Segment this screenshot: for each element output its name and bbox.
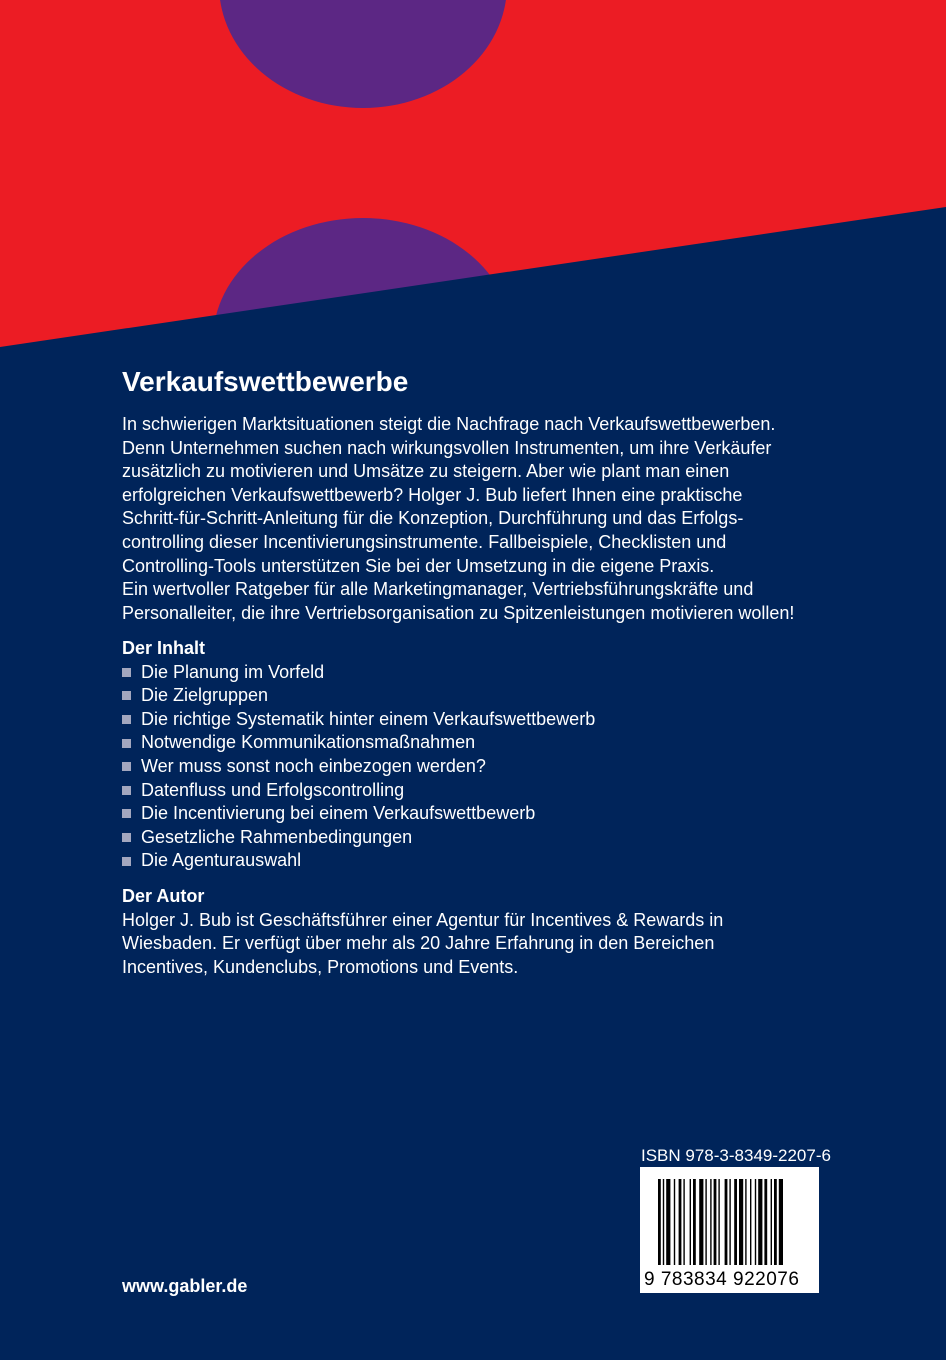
- list-item: [122, 849, 595, 873]
- bullet-square-icon: [122, 762, 131, 771]
- description-line: Denn Unternehmen suchen nach wirkungsvollen Instrumenten, um ihre Verkäufer: [122, 437, 772, 458]
- author-line: Holger J. Bub ist Geschäftsführer einer Agentur für Incentives & Rewards in: [122, 909, 724, 930]
- list-item: [122, 755, 595, 779]
- barcode-bar: [779, 1179, 783, 1265]
- author-line: Incentives, Kundenclubs, Promotions und Events.: [122, 956, 519, 977]
- barcode-bar: [771, 1179, 772, 1265]
- bullet-square-icon: [122, 809, 131, 818]
- barcode-bar: [683, 1179, 684, 1265]
- description-line: zusätzlich zu motivieren und Umsätze zu steigern. Aber wie plant man einen: [122, 461, 730, 482]
- barcode-bar: [679, 1179, 682, 1265]
- list-item-label: Die Incentivierung bei einem Verkaufswettbewerb: [141, 803, 536, 824]
- bullet-square-icon: [122, 786, 131, 795]
- barcode-bar: [745, 1179, 746, 1265]
- description-line: Controlling-Tools unterstützen Sie bei der Umsetzung in die eigene Praxis.: [122, 555, 715, 576]
- list-item-label: Notwendige Kommunikationsmaßnahmen: [141, 732, 476, 753]
- bullet-square-icon: [122, 668, 131, 677]
- bullet-square-icon: [122, 833, 131, 842]
- barcode-bar: [663, 1179, 664, 1265]
- list-item-label: Gesetzliche Rahmenbedingungen: [141, 826, 413, 847]
- barcode-bar: [699, 1179, 703, 1265]
- list-item-label: Wer muss sonst noch einbezogen werden?: [141, 755, 486, 776]
- barcode-bar: [705, 1179, 706, 1265]
- description-line: Ein wertvoller Ratgeber für alle Marketingmanager, Vertriebsführungskräfte und: [122, 579, 754, 600]
- list-item: [122, 802, 595, 826]
- book-title: Verkaufswettbewerbe: [122, 366, 409, 397]
- author-section: [122, 885, 723, 979]
- list-item: [122, 826, 595, 850]
- description-line: erfolgreichen Verkaufswettbewerb? Holger J. Bub liefert Ihnen eine praktische: [122, 484, 743, 505]
- barcode-bar: [764, 1179, 767, 1265]
- barcode-bar: [734, 1179, 737, 1265]
- bullet-square-icon: [122, 715, 131, 724]
- description-line: In schwierigen Marktsituationen steigt die Nachfrage nach Verkaufswettbewerben.: [122, 414, 776, 434]
- barcode-bar: [774, 1179, 777, 1265]
- list-item-label: Die Planung im Vorfeld: [141, 661, 325, 682]
- contents-list: [122, 661, 595, 873]
- bullet-square-icon: [122, 857, 131, 866]
- barcode-bar: [714, 1179, 717, 1265]
- description-line: Personalleiter, die ihre Vertriebsorganisation zu Spitzenleistungen motivieren wollen!: [122, 602, 795, 623]
- barcode-bar: [758, 1179, 762, 1265]
- description: [122, 413, 794, 625]
- list-item-label: Die Zielgruppen: [141, 685, 269, 706]
- barcode-bar: [658, 1179, 661, 1265]
- description-line: controlling dieser Incentivierungsinstrumente. Fallbeispiele, Checklisten und: [122, 531, 727, 552]
- author-heading: Der Autor: [122, 886, 205, 906]
- list-item-label: Die richtige Systematik hinter einem Verkaufswettbewerb: [141, 708, 596, 729]
- barcode-bar: [718, 1179, 719, 1265]
- list-item: [122, 779, 595, 803]
- barcode-bar: [725, 1179, 728, 1265]
- list-item: [122, 684, 595, 708]
- barcode-bar: [729, 1179, 730, 1265]
- bullet-square-icon: [122, 739, 131, 748]
- list-item: [122, 661, 595, 685]
- barcode-bar: [710, 1179, 711, 1265]
- list-item: [122, 731, 595, 755]
- barcode-bar: [755, 1179, 756, 1265]
- website-link[interactable]: www.gabler.de: [122, 1276, 248, 1296]
- bullet-square-icon: [122, 691, 131, 700]
- barcode-number: 9 783834 922076: [644, 1269, 800, 1290]
- barcode-bar: [693, 1179, 696, 1265]
- author-bio: [122, 909, 723, 980]
- barcode-bar: [690, 1179, 691, 1265]
- description-line: Schritt-für-Schritt-Anleitung für die Konzeption, Durchführung und das Erfolgs-: [122, 508, 744, 529]
- contents-heading: Der Inhalt: [122, 638, 206, 658]
- contents-section: [122, 637, 595, 873]
- barcode: [640, 1167, 819, 1293]
- barcode-bar: [750, 1179, 751, 1265]
- list-item: [122, 708, 595, 732]
- barcode-bar: [739, 1179, 743, 1265]
- barcode-bar: [666, 1179, 670, 1265]
- author-line: Wiesbaden. Er verfügt über mehr als 20 Jahre Erfahrung in den Bereichen: [122, 933, 715, 954]
- list-item-label: Datenfluss und Erfolgscontrolling: [141, 779, 405, 800]
- barcode-bar: [674, 1179, 675, 1265]
- list-item-label: Die Agenturauswahl: [141, 850, 302, 871]
- isbn-label: ISBN 978-3-8349-2207-6: [641, 1146, 831, 1165]
